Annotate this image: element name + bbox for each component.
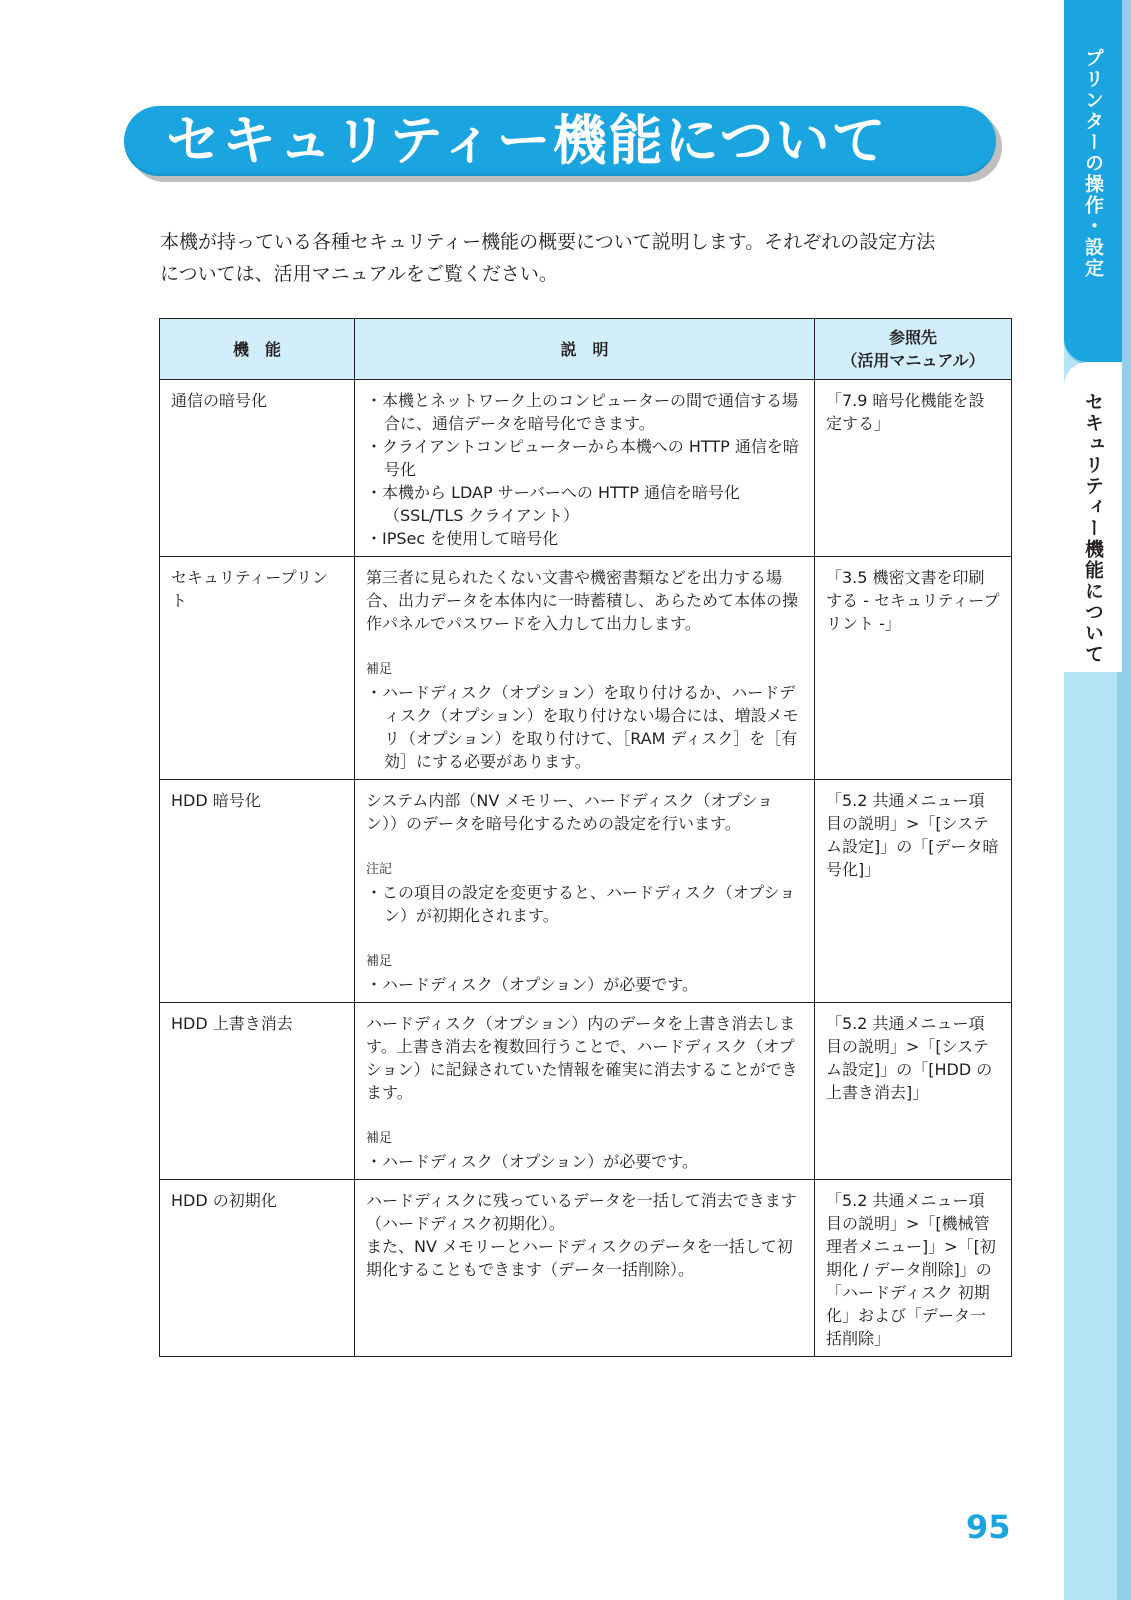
bullet-item: ・本機とネットワーク上のコンピューターの間で通信する場合に、通信データを暗号化できます。 (366, 391, 799, 433)
description-text: また、NV メモリーとハードディスクのデータを一括して初期化することもできます（データ一括削除）。 (366, 1237, 793, 1279)
intro-line: については、活用マニュアルをご覧ください。 (160, 263, 558, 285)
description-cell (355, 780, 815, 1003)
reference-cell: 「5.2 共通メニュー項目の説明」>「[機械管理者メニュー]」>「[初期化 / データ削除]」の「ハードディスク 初期化」および「データ一括削除」 (815, 1180, 1012, 1357)
spacer (366, 635, 803, 658)
note-label: 補足 (366, 662, 393, 677)
spacer (366, 835, 803, 858)
bullet-item: ・クライアントコンピューターから本機への HTTP 通信を暗号化 (366, 437, 799, 479)
header-reference-line2: （活用マニュアル） (841, 351, 985, 370)
spacer (366, 927, 803, 950)
bullet-item: ・この項目の設定を変更すると、ハードディスク（オプション）が初期化されます。 (366, 883, 796, 925)
table-row (160, 557, 1012, 780)
function-cell: セキュリティープリント (160, 557, 355, 780)
intro-line: 本機が持っている各種セキュリティー機能の概要について説明します。それぞれの設定方法 (160, 231, 936, 253)
bullet-item: ・IPSec を使用して暗号化 (366, 529, 559, 548)
table-row (160, 1180, 1012, 1357)
note-label: 補足 (366, 954, 393, 969)
description-cell (355, 1180, 815, 1357)
note-label: 注記 (366, 862, 393, 877)
reference-cell: 「3.5 機密文書を印刷する - セキュリティープリント -」 (815, 557, 1012, 780)
function-cell: 通信の暗号化 (160, 380, 355, 557)
bullet-item: ・ハードディスク（オプション）を取り付けるか、ハードディスク（オプション）を取り付けない場合には、増設メモリ（オプション）を取り付けて、［RAM ディスク］を［有効］にする必要があります。 (366, 683, 799, 771)
section-tab-label: セキュリティー機能について (1082, 392, 1104, 665)
bullet-item: ・ハードディスク（オプション）が必要です。 (366, 975, 699, 994)
page-title: セキュリティー機能について (166, 109, 888, 172)
function-cell: HDD 暗号化 (160, 780, 355, 1003)
note-label: 補足 (366, 1131, 393, 1146)
header-description: 説 明 (355, 319, 815, 380)
description-cell (355, 1003, 815, 1180)
header-reference-line1: 参照先 (888, 328, 937, 347)
description-cell (355, 557, 815, 780)
chapter-tab-label: プリンターの操作・設定 (1082, 48, 1104, 279)
description-cell (355, 380, 815, 557)
reference-cell: 「5.2 共通メニュー項目の説明」>「[システム設定]」の「[データ暗号化]」 (815, 780, 1012, 1003)
reference-cell: 「7.9 暗号化機能を設定する」 (815, 380, 1012, 557)
header-reference (815, 319, 1012, 380)
table-row (160, 1003, 1012, 1180)
description-text: ハードディスク（オプション）内のデータを上書き消去します。上書き消去を複数回行うことで、ハードディスク（オプション）に記録されていた情報を確実に消去することができます。 (366, 1014, 798, 1102)
page-number: 95 (966, 1508, 1011, 1546)
table-row (160, 380, 1012, 557)
description-text: システム内部（NV メモリー、ハードディスク（オプション））のデータを暗号化するための設定を行います。 (366, 791, 774, 833)
reference-cell: 「5.2 共通メニュー項目の説明」>「[システム設定]」の「[HDD の上書き消去]」 (815, 1003, 1012, 1180)
function-cell: HDD 上書き消去 (160, 1003, 355, 1180)
security-features-table (159, 318, 1012, 1357)
bullet-item: ・ハードディスク（オプション）が必要です。 (366, 1152, 699, 1171)
spacer (366, 1104, 803, 1127)
bullet-item: ・本機から LDAP サーバーへの HTTP 通信を暗号化（SSL/TLS クライアント） (366, 483, 741, 525)
table-row (160, 780, 1012, 1003)
function-cell: HDD の初期化 (160, 1180, 355, 1357)
table-header-row (160, 319, 1012, 380)
header-function: 機 能 (160, 319, 355, 380)
description-text: 第三者に見られたくない文書や機密書類などを出力する場合、出力データを本体内に一時蓄積し、あらためて本体の操作パネルでパスワードを入力して出力します。 (366, 568, 799, 633)
intro-paragraph (160, 226, 980, 290)
description-text: ハードディスクに残っているデータを一括して消去できます（ハードディスク初期化）。 (366, 1191, 797, 1233)
